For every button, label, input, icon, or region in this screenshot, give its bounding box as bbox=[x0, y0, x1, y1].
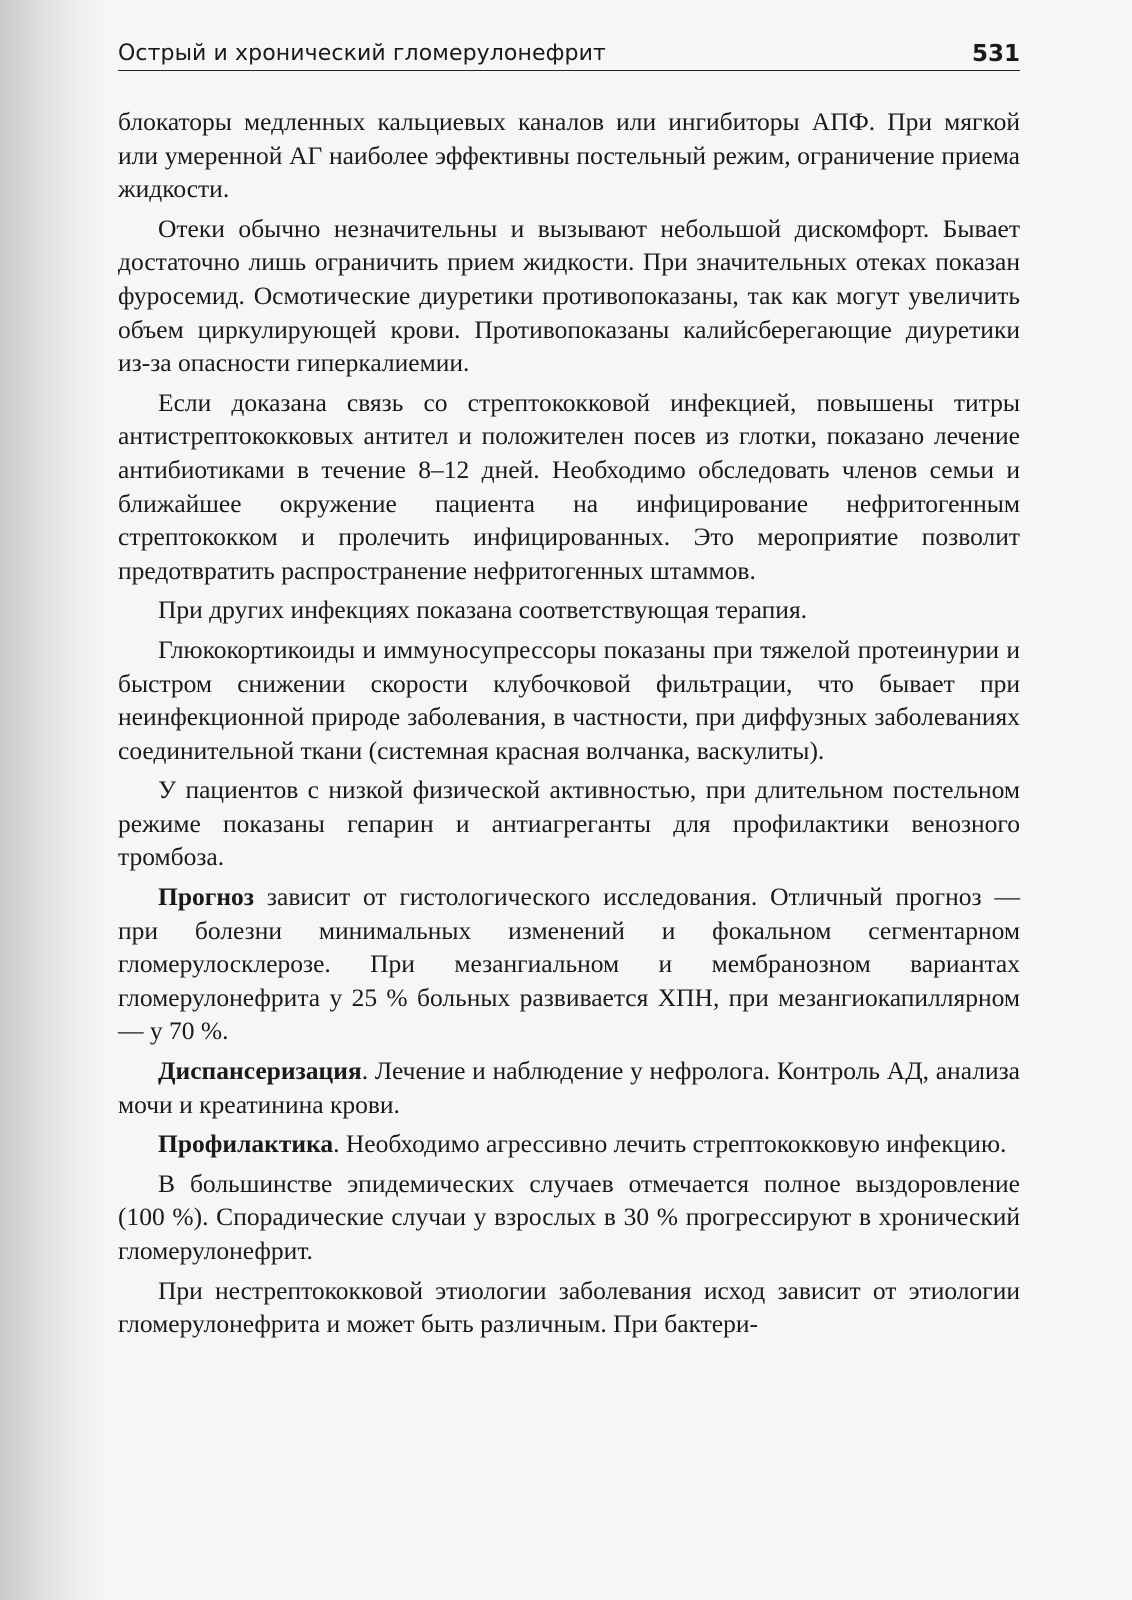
paragraph-heparin bbox=[118, 773, 1020, 874]
paragraph-text: Отеки обычно незначительны и вызывают небольшой дискомфорт. Бывает достаточно лишь ограничить прием жидкости. При значительных отеках показан фуросемид. Осмотические диуретики противопоказаны, так как могут увеличить объем циркулирующей крови. Противопоказаны калийсберегающие диуретики из-за опасности гиперкалиемии. bbox=[118, 213, 1020, 378]
paragraph-text: В большинстве эпидемических случаев отмечается полное выздоровление (100 %). Спорадические случаи у взрослых в 30 % прогрессируют в хронический гломерулонефрит. bbox=[118, 1168, 1020, 1265]
paragraph-text: Если доказана связь со стрептококковой инфекцией, повышены титры антистрептококковых антител и положителен посев из глотки, показано лечение антибиотиками в течение 8–12 дней. Необходимо обследовать членов семьи и ближайшее окружение пациента на инфицирование нефритогенным стрептококком и пролечить инфицированных. Это мероприятие позволит предотвратить распространение нефритогенных штаммов. bbox=[118, 387, 1020, 585]
book-page bbox=[118, 40, 1020, 1347]
paragraph-non-streptococcal bbox=[118, 1274, 1020, 1341]
binding-shadow bbox=[0, 0, 110, 1600]
paragraph-epidemic-cases bbox=[118, 1167, 1020, 1268]
paragraph-prognosis bbox=[118, 880, 1020, 1048]
lead-term-prognosis: Прогноз bbox=[158, 882, 255, 912]
paragraph-text: . Необходимо агрессивно лечить стрептококковую инфекцию. bbox=[333, 1129, 1007, 1159]
paragraph-continuation bbox=[118, 105, 1020, 206]
paragraph-text: блокаторы медленных кальциевых каналов или ингибиторы АПФ. При мягкой или умеренной АГ наиболее эффективны постельный режим, ограничение приема жидкости. bbox=[118, 107, 1020, 204]
paragraph-other-infections bbox=[118, 593, 1020, 627]
paragraph-text: При нестрептококковой этиологии заболевания исход зависит от этиологии гломерулонефрита и может быть различным. При бактери- bbox=[118, 1275, 1020, 1339]
paragraph-text: зависит от гистологического исследования. Отличный прогноз — при болезни минимальных изменений и фокальном сегментарном гломерулосклерозе. При мезангиальном и мембранозном вариантах гломерулонефрита у 25 % больных развивается ХПН, при мезангиокапиллярном — у 70 %. bbox=[118, 882, 1020, 1046]
paragraph-edema bbox=[118, 212, 1020, 380]
paragraph-text: У пациентов с низкой физической активностью, при длительном постельном режиме показаны гепарин и антиагреганты для профилактики венозного тромбоза. bbox=[118, 775, 1020, 872]
page-number: 531 bbox=[971, 41, 1020, 67]
lead-term-prevention: Профилактика bbox=[158, 1129, 334, 1159]
running-header bbox=[118, 40, 1020, 71]
body-text bbox=[118, 105, 1020, 1341]
lead-term-follow-up: Диспансеризация bbox=[158, 1056, 362, 1086]
paragraph-glucocorticoids bbox=[118, 633, 1020, 767]
paragraph-follow-up bbox=[118, 1054, 1020, 1121]
running-title: Острый и хронический гломерулонефрит bbox=[118, 41, 606, 66]
paragraph-text: . Лечение и наблюдение у нефролога. Контроль АД, анализа мочи и креатинина крови. bbox=[118, 1056, 1020, 1119]
paragraph-text: При других инфекциях показана соответствующая терапия. bbox=[158, 595, 808, 625]
paragraph-text: Глюкокортикоиды и иммуносупрессоры показаны при тяжелой протеинурии и быстром снижении скорости клубочковой фильтрации, что бывает при неинфекционной природе заболевания, в частности, при диффузных заболеваниях соединительной ткани (системная красная волчанка, васкулиты). bbox=[118, 634, 1020, 765]
paragraph-prevention bbox=[118, 1127, 1020, 1161]
paragraph-antibiotics bbox=[118, 386, 1020, 588]
